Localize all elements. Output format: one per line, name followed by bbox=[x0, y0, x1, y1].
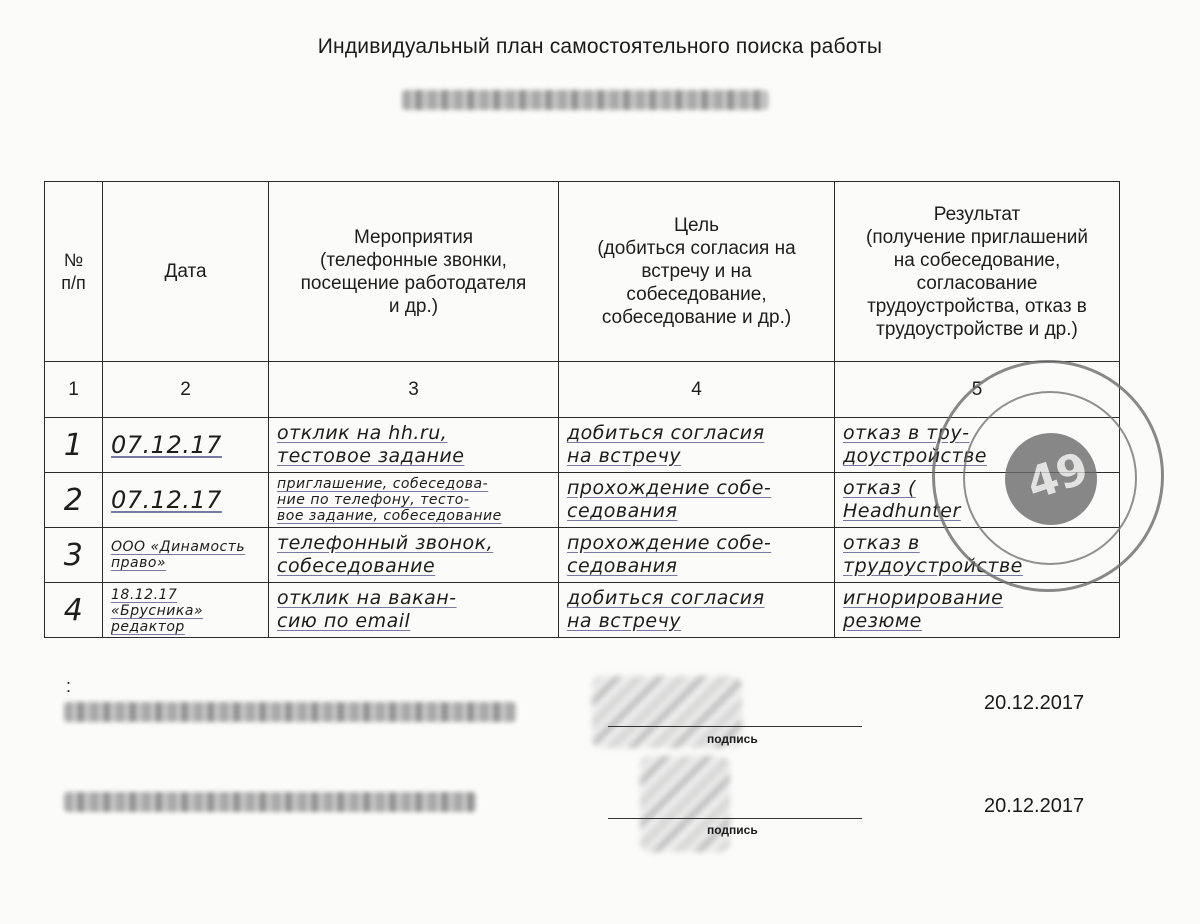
redacted-name-1 bbox=[64, 702, 516, 722]
row-date: ООО «Динамость право» bbox=[103, 528, 269, 583]
row-date: 07.12.17 bbox=[103, 473, 269, 528]
header-num: № п/п bbox=[45, 182, 103, 362]
row-number: 1 bbox=[45, 418, 103, 473]
row-date: 07.12.17 bbox=[103, 418, 269, 473]
header-goal: Цель (добиться согласия на встречу и на собеседование, собеседование и др.) bbox=[559, 182, 835, 362]
redacted-subtitle bbox=[402, 90, 768, 110]
row-result: отказ в трудоустройстве bbox=[835, 528, 1120, 583]
signature-label-1: подпись bbox=[707, 732, 758, 746]
row-event: телефонный звонок, собеседование bbox=[269, 528, 559, 583]
row-event: приглашение, собеседова- ние по телефону, тесто- вое задание, собеседование bbox=[269, 473, 559, 528]
colon-mark: : bbox=[66, 676, 72, 696]
row-goal: прохождение собе- седования bbox=[559, 528, 835, 583]
header-events: Мероприятия (телефонные звонки, посещение работодателя и др.) bbox=[269, 182, 559, 362]
row-event: отклик на hh.ru, тестовое задание bbox=[269, 418, 559, 473]
column-number: 2 bbox=[103, 362, 269, 418]
signature-date-2: 20.12.2017 bbox=[984, 795, 1085, 817]
signature-line-2 bbox=[608, 818, 862, 819]
column-number: 1 bbox=[45, 362, 103, 418]
organization-stamp bbox=[932, 360, 1164, 592]
row-result: отказ в тру- доустройстве bbox=[835, 418, 1120, 473]
table-row bbox=[45, 583, 1120, 638]
row-goal: добиться согласия на встречу bbox=[559, 418, 835, 473]
header-date: Дата bbox=[103, 182, 269, 362]
signature-label-2: подпись bbox=[707, 823, 758, 837]
row-result: отказ ( Headhunter bbox=[835, 473, 1120, 528]
stamp-mark: 49 bbox=[1020, 442, 1095, 511]
signature-line-1 bbox=[608, 726, 862, 727]
redacted-name-2 bbox=[64, 792, 476, 812]
signature-scribble-2 bbox=[640, 756, 730, 852]
row-number: 4 bbox=[45, 583, 103, 638]
column-number: 5 bbox=[835, 362, 1120, 418]
signature-date-1: 20.12.2017 bbox=[984, 692, 1085, 714]
row-number: 3 bbox=[45, 528, 103, 583]
header-result: Результат (получение приглашений на собеседование, согласование трудоустройства, отказ в трудоустройстве и др.) bbox=[835, 182, 1120, 362]
row-result: игнорирование резюме bbox=[835, 583, 1120, 638]
row-goal: добиться согласия на встречу bbox=[559, 583, 835, 638]
column-number: 4 bbox=[559, 362, 835, 418]
row-goal: прохождение собе- седования bbox=[559, 473, 835, 528]
column-number: 3 bbox=[269, 362, 559, 418]
row-event: отклик на вакан- сию по email bbox=[269, 583, 559, 638]
document-title: Индивидуальный план самостоятельного поиска работы bbox=[317, 35, 883, 58]
row-date: 18.12.17 «Брусника» редактор bbox=[103, 583, 269, 638]
table-header-row bbox=[45, 182, 1120, 362]
row-number: 2 bbox=[45, 473, 103, 528]
